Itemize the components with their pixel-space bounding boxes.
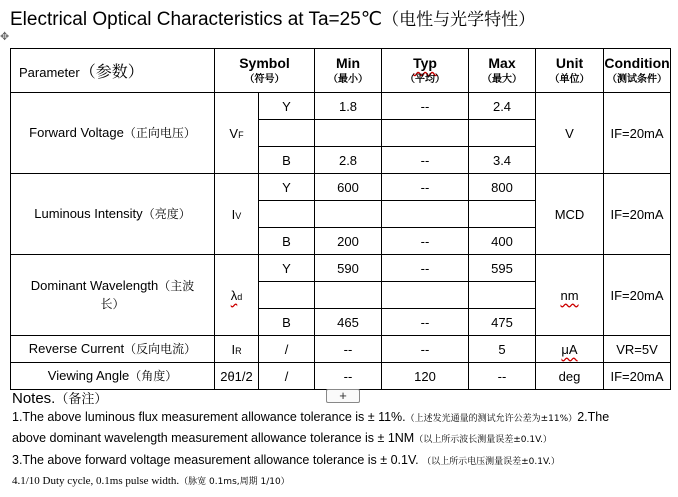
note-3-cn: （以上所示电压测量误差±0.1V.） [422, 457, 560, 467]
max-cell: 400 [469, 228, 536, 255]
param-label-cn: （亮度） [142, 207, 191, 221]
header-max-cn: （最大） [482, 74, 523, 85]
max-cell: -- [469, 363, 536, 390]
note-2-cn: （以上所示波长测量误差±0.1V.） [414, 435, 552, 445]
param-forward-voltage [11, 93, 215, 174]
param-label: Dominant Wavelength [30, 278, 159, 293]
symbol-cell [215, 255, 259, 336]
symbol-cell [215, 174, 259, 255]
max-cell: 595 [469, 255, 536, 282]
header-unit-en: Unit [555, 55, 584, 71]
color-cell: / [259, 336, 315, 363]
header-unit-cn: （单位） [549, 74, 590, 85]
param-reverse-current [11, 336, 215, 363]
note-2-start: 2.The [577, 410, 610, 424]
header-condition [604, 49, 671, 93]
table-row [11, 93, 671, 120]
header-symbol-en: Symbol [239, 55, 290, 71]
condition-cell: IF=20mA [604, 93, 671, 174]
symbol-cell [215, 93, 259, 174]
param-label-cn: （正向电压） [123, 126, 196, 140]
symbol-sub: F [238, 129, 244, 140]
empty-cell [315, 120, 382, 147]
symbol-sub: R [235, 345, 242, 356]
table-move-handle-icon[interactable]: ✥ [0, 31, 10, 43]
note-1-text: 1.The above luminous flux measurement allowance tolerance is ± 11%. [12, 410, 406, 424]
header-min [315, 49, 382, 93]
title-cn: （电性与光学特性） [382, 10, 536, 30]
note-3-text: 3.The above forward voltage measurement allowance tolerance is ± 0.1V. [12, 453, 419, 467]
note-1 [12, 410, 609, 424]
empty-cell [315, 201, 382, 228]
notes-heading [12, 388, 107, 407]
unit-cell [536, 336, 604, 363]
color-cell: B [259, 309, 315, 336]
typ-cell: -- [382, 93, 469, 120]
header-typ-en: Typ [413, 55, 437, 71]
typ-cell: -- [382, 255, 469, 282]
header-parameter-en: Parameter [19, 65, 80, 80]
param-luminous-intensity [11, 174, 215, 255]
symbol-cell [215, 336, 259, 363]
param-label-cn: （角度） [129, 369, 178, 383]
unit-cell: V [536, 93, 604, 174]
note-4 [12, 474, 290, 487]
empty-cell [259, 282, 315, 309]
typ-cell: -- [382, 147, 469, 174]
table-row [11, 174, 671, 201]
characteristics-table [10, 48, 671, 390]
color-cell: B [259, 228, 315, 255]
max-cell: 800 [469, 174, 536, 201]
color-cell: / [259, 363, 315, 390]
header-condition-cn: （测试条件） [607, 74, 668, 85]
typ-cell: -- [382, 174, 469, 201]
header-unit [536, 49, 604, 93]
header-parameter-cn: （参数） [79, 62, 144, 81]
typ-cell: -- [382, 309, 469, 336]
max-cell: 2.4 [469, 93, 536, 120]
symbol-main: λ [230, 287, 238, 303]
unit-text: nm [560, 287, 579, 303]
header-min-en: Min [335, 55, 361, 71]
empty-cell [382, 282, 469, 309]
min-cell: -- [315, 336, 382, 363]
color-cell: Y [259, 93, 315, 120]
page-title [10, 5, 535, 31]
param-label-cn-2: 长） [100, 297, 125, 311]
add-row-button[interactable]: + [326, 389, 360, 403]
table-row [11, 255, 671, 282]
condition-cell: IF=20mA [604, 255, 671, 336]
header-min-cn: （最小） [328, 74, 369, 85]
symbol-sub: V [235, 210, 242, 221]
table-row [11, 363, 671, 390]
unit-cell: deg [536, 363, 604, 390]
symbol-cell: 2θ1/2 [215, 363, 259, 390]
param-label-cn: （反向电流） [124, 342, 197, 356]
note-2-text: above dominant wavelength measurement allowance tolerance is ± 1NM [12, 431, 415, 445]
color-cell: Y [259, 174, 315, 201]
note-4-cn: （脉宽 0.1ms,周期 1/10） [179, 477, 290, 487]
max-cell: 475 [469, 309, 536, 336]
note-4-text: 4.1/10 Duty cycle, 0.1ms pulse width. [12, 475, 180, 487]
header-max [469, 49, 536, 93]
min-cell: -- [315, 363, 382, 390]
min-cell: 590 [315, 255, 382, 282]
max-cell: 3.4 [469, 147, 536, 174]
typ-cell: -- [382, 336, 469, 363]
typ-cell: -- [382, 228, 469, 255]
table-row [11, 336, 671, 363]
typ-cell: 120 [382, 363, 469, 390]
unit-text: μA [561, 341, 578, 357]
header-row [11, 49, 671, 93]
param-viewing-angle [11, 363, 215, 390]
header-symbol [215, 49, 315, 93]
condition-cell: VR=5V [604, 336, 671, 363]
notes-title-cn: （备注） [55, 392, 108, 407]
unit-cell: MCD [536, 174, 604, 255]
color-cell: B [259, 147, 315, 174]
empty-cell [469, 282, 536, 309]
empty-cell [382, 201, 469, 228]
max-cell: 5 [469, 336, 536, 363]
symbol-sub: d [237, 291, 243, 302]
header-condition-en: Condition [604, 55, 670, 71]
header-typ [382, 49, 469, 93]
min-cell: 2.8 [315, 147, 382, 174]
note-3 [12, 453, 560, 467]
note-2 [12, 431, 552, 445]
empty-cell [315, 282, 382, 309]
min-cell: 600 [315, 174, 382, 201]
param-label: Viewing Angle [47, 368, 130, 383]
notes-title: Notes. [12, 390, 56, 407]
title-en: Electrical Optical Characteristics at Ta=25℃ [10, 9, 383, 30]
min-cell: 465 [315, 309, 382, 336]
min-cell: 200 [315, 228, 382, 255]
symbol-main: I [231, 341, 236, 357]
empty-cell [469, 201, 536, 228]
empty-cell [469, 120, 536, 147]
param-label-cn: （主波 [158, 279, 195, 293]
param-label: Reverse Current [28, 341, 125, 356]
empty-cell [259, 201, 315, 228]
param-label: Forward Voltage [29, 125, 124, 140]
symbol-main: V [229, 125, 239, 141]
symbol-main: I [231, 206, 236, 222]
param-label: Luminous Intensity [34, 206, 143, 221]
note-1-cn: （上述发光通量的测试允许公差为±11%） [405, 414, 578, 424]
header-symbol-cn: （符号） [244, 74, 285, 85]
header-max-en: Max [488, 55, 516, 71]
color-cell: Y [259, 255, 315, 282]
unit-cell [536, 255, 604, 336]
param-dominant-wavelength [11, 255, 215, 336]
empty-cell [382, 120, 469, 147]
header-parameter [11, 49, 215, 93]
empty-cell [259, 120, 315, 147]
header-typ-cn: （平均） [405, 74, 446, 85]
condition-cell: IF=20mA [604, 363, 671, 390]
condition-cell: IF=20mA [604, 174, 671, 255]
min-cell: 1.8 [315, 93, 382, 120]
